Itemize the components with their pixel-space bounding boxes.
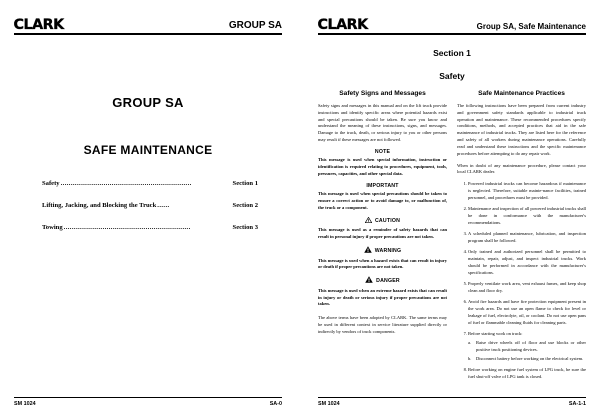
section-name: Safety bbox=[439, 71, 465, 81]
list-item: Properly ventilate work area, vent exhaust fumes, and keep shop clean and floor dry. bbox=[468, 281, 586, 294]
signal-block-note bbox=[318, 149, 447, 178]
footer-page-number: SA-1-1 bbox=[568, 400, 586, 407]
signal-block-text: This message is used when special information, instruction or identification is required relating to procedures, equipment, tools, pressures, capacities, and other special data. bbox=[318, 157, 447, 177]
toc-leader-dots: ...... bbox=[157, 201, 170, 209]
signal-block-warning bbox=[318, 246, 447, 271]
intro-paragraph: The following instructions have been prepared from current industry and government safety standards applicable to industrial truck operation and maintenance. These recommended procedures specify conditions, methods, and accepted practices that aid in the safe maintenance of industrial trucks. They are listed here for the reference and safety of all workers during maintenance operations. Carefully read and understand these instructions and the specific maintenance procedures before attempting to do any repair work. bbox=[457, 103, 586, 156]
sub-list-item: Disconnect battery before working on the electrical system. bbox=[476, 355, 584, 361]
right-page-footer bbox=[318, 397, 586, 407]
list-item: Avoid fire hazards and have fire protection equipment present in the work area. Do not use an open flame to check for level or leakage of fuel, electrolyte, oil, or coolant. Do not use open pans of fuel or flammable cleaning fluids for cleaning parts. bbox=[468, 299, 586, 325]
section-number: Section 1 bbox=[433, 48, 471, 58]
table-of-contents bbox=[42, 180, 258, 246]
clark-logo: CLARK bbox=[317, 17, 368, 33]
footer-page-number: SA-0 bbox=[269, 400, 282, 407]
toc-leader-dots: .............................................................. bbox=[63, 223, 191, 231]
toc-entry-label: Towing bbox=[42, 223, 63, 231]
list-item: Maintenance and inspection of all powered industrial trucks shall be done in conformance with the manufacturer's recommendations. bbox=[468, 206, 586, 225]
signal-word-row bbox=[318, 217, 447, 225]
column-heading: Safe Maintenance Practices bbox=[478, 90, 565, 97]
left-page-footer bbox=[14, 397, 282, 407]
right-page-header bbox=[318, 18, 586, 35]
clark-logo: CLARK bbox=[13, 17, 64, 33]
signal-word-label: CAUTION bbox=[374, 217, 401, 224]
intro-paragraph: Safety signs and messages in this manual and on the lift truck provide instructions and identify specific areas where potential hazards exist and special precautions should be taken. Be sure you know and understand the meaning of these instructions, signs, and messages. Damage to the truck, death, or serious injury to you or other persons may result if these messages are not followed. bbox=[318, 103, 447, 143]
right-page-header-title: Group SA, Safe Maintenance bbox=[476, 22, 586, 31]
left-page-header-title: GROUP SA bbox=[228, 20, 282, 31]
practices-list bbox=[457, 181, 586, 380]
signal-block-text: This message is used when a hazard exists that can result in injury or death if proper precautions are not taken. bbox=[318, 257, 447, 270]
warning-triangle-outline-icon bbox=[365, 217, 372, 225]
toc-entry[interactable] bbox=[42, 224, 258, 232]
footer-manual-number: SM 1024 bbox=[318, 400, 340, 407]
signal-block-caution bbox=[318, 217, 447, 241]
signal-word-label: IMPORTANT bbox=[366, 182, 399, 189]
list-item: Only trained and authorized personnel shall be permitted to maintain, repair, adjust, and inspect industrial trucks. Work should be performed in accordance with the manufacturer's specifications. bbox=[468, 249, 586, 275]
signal-block-danger bbox=[318, 276, 447, 308]
warning-triangle-solid-icon bbox=[365, 276, 373, 285]
toc-leader-dots: ................................................................ bbox=[60, 180, 192, 187]
toc-entry-section: Section 3 bbox=[232, 223, 258, 231]
sub-list bbox=[468, 340, 586, 362]
toc-entry-label: Safety bbox=[42, 180, 60, 187]
toc-entry-section: Section 2 bbox=[232, 201, 258, 209]
signal-word-label: NOTE bbox=[374, 148, 391, 155]
list-item bbox=[457, 331, 586, 362]
signal-word-row bbox=[318, 276, 447, 285]
toc-entry-label: Lifting, Jacking, and Blocking the Truck bbox=[42, 201, 157, 209]
right-page bbox=[300, 0, 600, 419]
warning-triangle-solid-icon bbox=[364, 246, 372, 255]
closing-paragraph: The above terms have been adopted by CLARK. The same terms may be used in different context in service literature supplied directly or indirectly by vendors of truck components. bbox=[318, 315, 447, 334]
toc-entry[interactable] bbox=[42, 202, 258, 210]
signal-word-label: DANGER bbox=[376, 277, 400, 284]
group-title: GROUP SA bbox=[112, 95, 184, 110]
column-heading: Safety Signs and Messages bbox=[339, 90, 426, 97]
column-safety-signs bbox=[318, 90, 447, 391]
column-maintenance-practices bbox=[457, 90, 586, 391]
list-item: Powered industrial trucks can become hazardous if maintenance is neglected. Therefore, suitable mainte-nance facilities, trained personnel, and procedures must be provided. bbox=[468, 181, 586, 200]
signal-block-text: This message is used when an extreme hazard exists that can result in injury or death or serious injury if proper precautions are not taken. bbox=[318, 287, 447, 307]
section-heading bbox=[318, 48, 586, 81]
lead-paragraph: When in doubt of any maintenance procedure, please contact your local CLARK dealer. bbox=[457, 162, 586, 175]
sub-list-item: Raise drive wheels off of floor and use blocks or other positive truck positioning devices. bbox=[476, 340, 586, 352]
toc-entry[interactable] bbox=[42, 180, 258, 188]
signal-block-important bbox=[318, 183, 447, 212]
signal-word-label: WARNING bbox=[374, 247, 402, 254]
signal-block-text: This message is used as a reminder of safety hazards that can result in personal injury if proper precautions are not taken. bbox=[318, 227, 447, 240]
signal-block-text: This message is used when special precautions should be taken to ensure a correct action or to avoid damage to, or malfunction of, the truck or a component. bbox=[318, 191, 447, 211]
signal-word-row bbox=[318, 246, 447, 255]
list-item: Before working on engine fuel system of LPG truck, be sure the fuel shut-off valve of LPG tank is closed. bbox=[468, 367, 586, 379]
toc-entry-section: Section 1 bbox=[232, 180, 258, 187]
left-page-header bbox=[14, 18, 282, 35]
list-item: A scheduled planned maintenance, lubrication, and inspection program shall be followed. bbox=[468, 231, 586, 244]
list-item-text: Before starting work on truck: bbox=[468, 331, 523, 337]
title-block bbox=[14, 95, 282, 157]
two-column-body bbox=[318, 90, 586, 391]
footer-manual-number: SM 1024 bbox=[14, 400, 36, 407]
group-subtitle: SAFE MAINTENANCE bbox=[83, 143, 213, 157]
